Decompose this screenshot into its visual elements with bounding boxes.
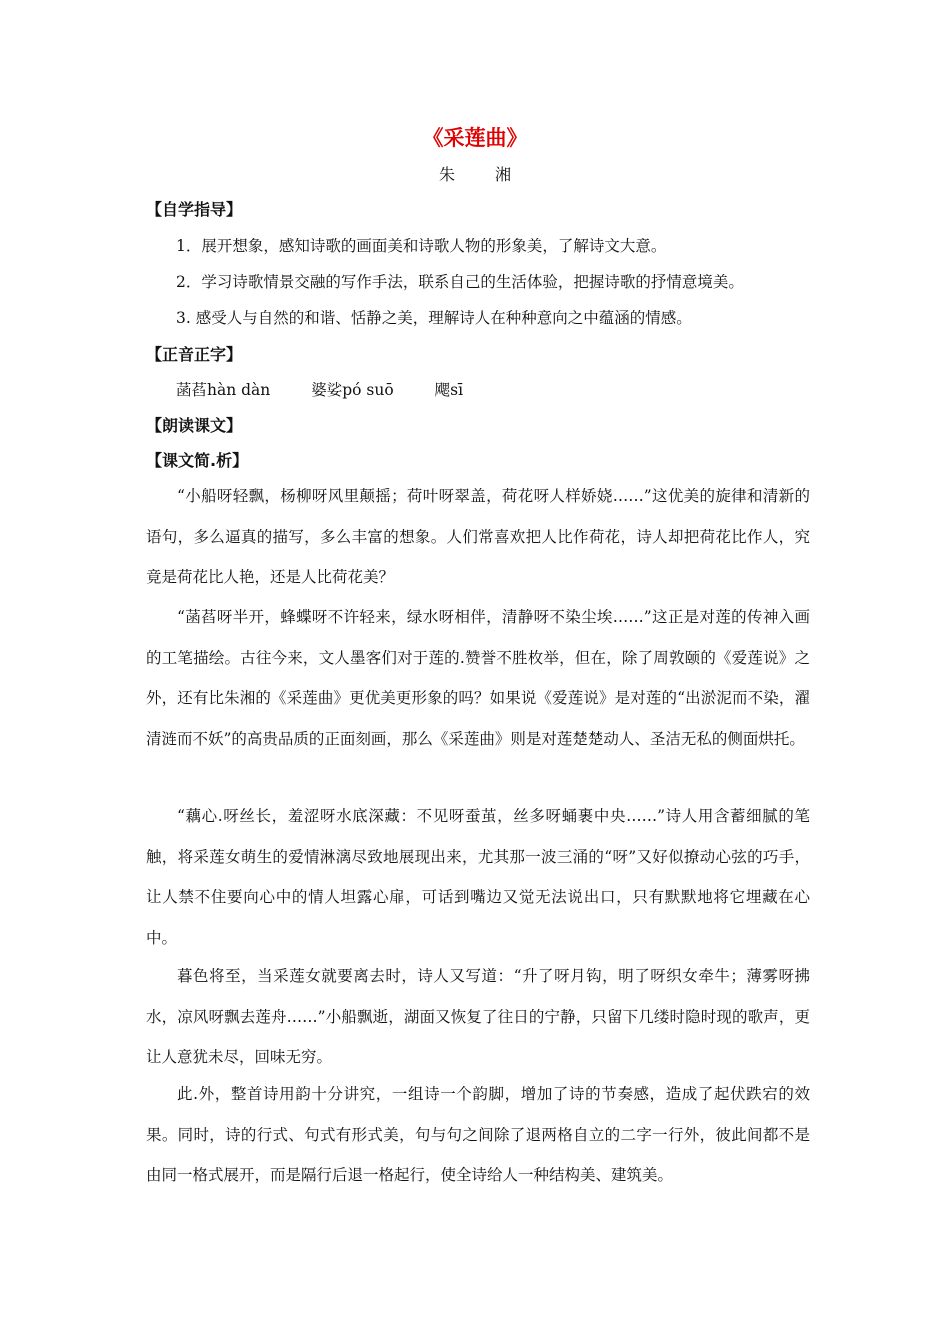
guide-item: 1．展开想象，感知诗歌的画面美和诗歌人物的形象美，了解诗文大意。: [176, 237, 667, 255]
section-heading-reading: 【朗读课文】: [146, 416, 243, 435]
section-heading-pronunciation: 【正音正字】: [146, 345, 243, 364]
document-title: 《采莲曲》: [422, 126, 528, 150]
pronunciation-item: 飔sī: [434, 381, 464, 399]
guide-item: 3. 感受人与自然的和谐、恬静之美，理解诗人在种种意向之中蕴涵的情感。: [176, 309, 692, 327]
pronunciation-list: [176, 378, 499, 400]
analysis-paragraph: 暮色将至，当采莲女就要离去时，诗人又写道：“升了呀月钩，明了呀织女牵牛；薄雾呀拂水，凉风呀飘去莲舟……”小船飘逝，湖面又恢复了往日的宁静，只留下几缕时隐时现的歌声，更让人意犹未尽，回味无穷。: [146, 967, 810, 1066]
section-heading-analysis: 【课文简.析】: [146, 451, 249, 470]
pronunciation-item: 菡萏hàn dàn: [176, 381, 271, 399]
analysis-paragraph: “小船呀轻飘，杨柳呀风里颠摇；荷叶呀翠盖，荷花呀人样娇娆……”这优美的旋律和清新的语句，多么逼真的描写，多么丰富的想象。人们常喜欢把人比作荷花，诗人却把荷花比作人，究竟是荷花比人艳，还是人比荷花美？: [146, 487, 810, 586]
author-name: 朱 湘: [438, 165, 523, 184]
pronunciation-item: 婆娑pó suō: [311, 381, 394, 399]
analysis-paragraph: 此.外，整首诗用韵十分讲究，一组诗一个韵脚，增加了诗的节奏感，造成了起伏跌宕的效果。同时，诗的行式、句式有形式美，句与句之间除了退两格自立的二字一行外，彼此间都不是由同一格式展开，而是隔行后退一格起行，使全诗给人一种结构美、建筑美。: [146, 1085, 810, 1184]
guide-item: 2．学习诗歌情景交融的写作手法，联系自己的生活体验，把握诗歌的抒情意境美。: [176, 273, 744, 291]
analysis-paragraph: “菡萏呀半开，蜂蝶呀不许轻来，绿水呀相伴，清静呀不染尘埃……”这正是对莲的传神入画的工笔描绘。古往今来，文人墨客们对于莲的.赞誉不胜枚举，但在，除了周敦颐的《爱莲说》之外，还有比朱湘的《采莲曲》更优美更形象的吗？如果说《爱莲说》是对莲的“出淤泥而不染，濯清涟而不妖”的高贵品质的正面刻画，那么《采莲曲》则是对莲楚楚动人、圣洁无私的侧面烘托。: [146, 608, 810, 748]
section-heading-self-study: 【自学指导】: [146, 200, 243, 219]
analysis-paragraph: “藕心.呀丝长，羞涩呀水底深藏：不见呀蚕茧，丝多呀蛹裹中央……”诗人用含蓄细腻的笔触，将采莲女萌生的爱情淋漓尽致地展现出来，尤其那一波三涌的“呀”又好似撩动心弦的巧手，让人禁不住要向心中的情人坦露心扉，可话到嘴边又觉无法说出口，只有默默地将它埋藏在心中。: [146, 807, 810, 947]
